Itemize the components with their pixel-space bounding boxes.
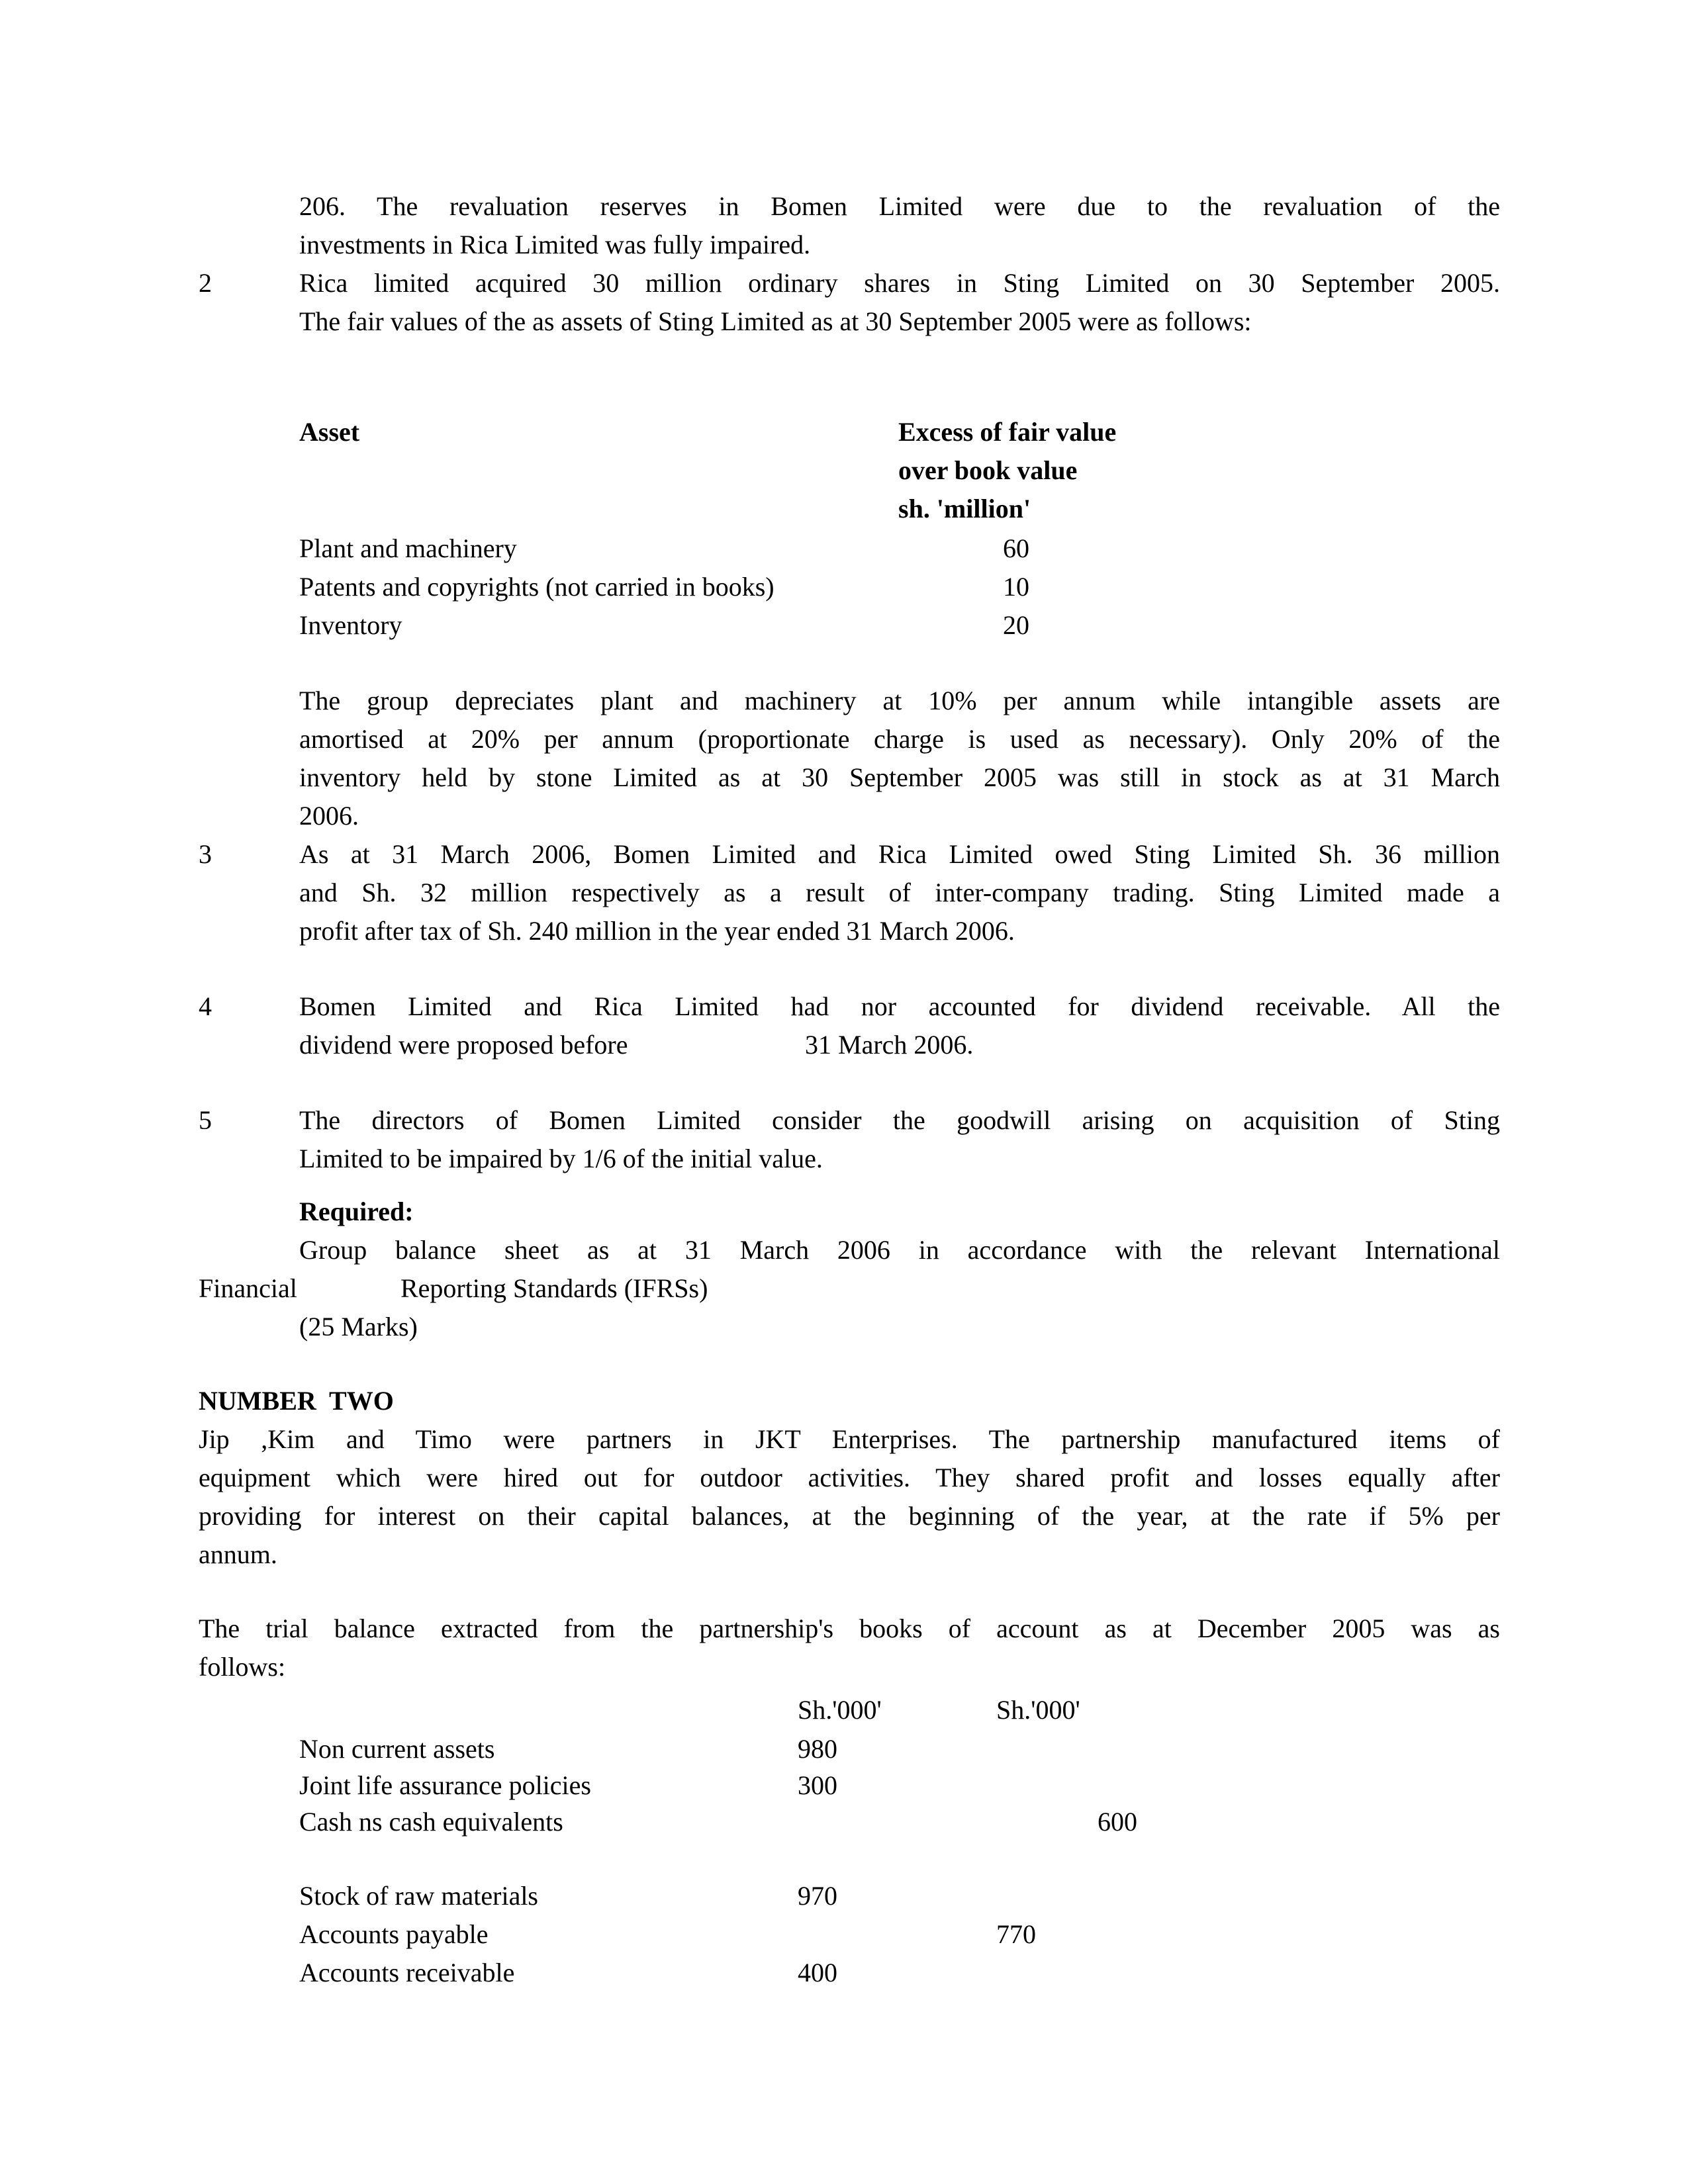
q2-trial-balance-intro-line-2: follows:: [199, 1652, 286, 1682]
trial-balance-row-label: Stock of raw materials: [299, 1881, 538, 1911]
q2-intro-line-1: Jip ,Kim and Timo were partners in JKT Enterprises. The partnership manufactured items of: [199, 1424, 1500, 1454]
asset-table-row-value: 20: [1003, 610, 1029, 640]
trial-balance-row-debit: 300: [798, 1770, 837, 1800]
asset-table-row-value: 10: [1003, 572, 1029, 602]
trial-balance-row-label: Accounts receivable: [299, 1958, 515, 1987]
required-marks: (25 Marks): [299, 1312, 418, 1342]
trial-balance-row-credit: 600: [1098, 1807, 1137, 1837]
required-line-2-reporting: Reporting Standards (IFRSs): [400, 1273, 708, 1303]
q1-item3-line-1: As at 31 March 2006, Bomen Limited and Rica Limited owed Sting Limited Sh. 36 million: [299, 839, 1500, 869]
trial-balance-row-label: Accounts payable: [299, 1919, 489, 1949]
q1-item2-number: 2: [199, 268, 212, 298]
trial-balance-row-label: Cash ns cash equivalents: [299, 1807, 563, 1837]
q1-item5-line-2: Limited to be impaired by 1/6 of the initial value.: [299, 1144, 823, 1173]
asset-table-row-label: Inventory: [299, 610, 402, 640]
q1-depreciation-line-4: 2006.: [299, 801, 359, 831]
asset-table-header-value-line-3: sh. 'million': [898, 494, 1031, 523]
trial-balance-credit-header: Sh.'000': [996, 1695, 1080, 1725]
q1-depreciation-line-3: inventory held by stone Limited as at 30 September 2005 was still in stock as at 31 March: [299, 762, 1500, 792]
asset-table-row-value: 60: [1003, 533, 1029, 563]
q1-item2-line-2: The fair values of the as assets of Sting Limited as at 30 September 2005 were as follows:: [299, 306, 1252, 336]
q1-item4-line-2-left: dividend were proposed before: [299, 1030, 628, 1060]
q1-item4-line-2: [299, 1026, 974, 1064]
q2-trial-balance-intro-line-1: The trial balance extracted from the partnership's books of account as at December 2005 was as: [199, 1614, 1500, 1643]
trial-balance-row-label: Non current assets: [299, 1734, 495, 1764]
question-two-heading: NUMBER TWO: [199, 1386, 394, 1416]
q2-intro-line-3: providing for interest on their capital balances, at the beginning of the year, at the rate if 5% per: [199, 1501, 1500, 1531]
asset-table-row-label: Plant and machinery: [299, 533, 517, 563]
asset-table-header-value-line-2: over book value: [898, 455, 1078, 485]
q1-item5-line-1: The directors of Bomen Limited consider the goodwill arising on acquisition of Sting: [299, 1105, 1500, 1135]
required-line-2-financial: Financial: [199, 1273, 297, 1303]
trial-balance-row-debit: 980: [798, 1734, 837, 1764]
q1-item1-line-1: 206. The revaluation reserves in Bomen Limited were due to the revaluation of the: [299, 191, 1500, 221]
q1-item1-line-2: investments in Rica Limited was fully impaired.: [299, 230, 811, 259]
q1-item4-line-1: Bomen Limited and Rica Limited had nor accounted for dividend receivable. All the: [299, 991, 1500, 1021]
q1-item5-number: 5: [199, 1105, 212, 1135]
trial-balance-debit-header: Sh.'000': [798, 1695, 882, 1725]
q1-depreciation-line-1: The group depreciates plant and machinery at 10% per annum while intangible assets are: [299, 686, 1500, 715]
q1-depreciation-line-2: amortised at 20% per annum (proportionate charge is used as necessary). Only 20% of the: [299, 724, 1500, 754]
q1-item3-line-3: profit after tax of Sh. 240 million in the year ended 31 March 2006.: [299, 916, 1015, 946]
trial-balance-row-label: Joint life assurance policies: [299, 1770, 591, 1800]
asset-table-header-asset: Asset: [299, 417, 360, 447]
q1-item3-line-2: and Sh. 32 million respectively as a result of inter-company trading. Sting Limited made a: [299, 878, 1500, 907]
q2-intro-line-2: equipment which were hired out for outdoor activities. They shared profit and losses equally after: [199, 1463, 1500, 1492]
asset-table-header-value-line-1: Excess of fair value: [898, 417, 1117, 447]
q1-item4-line-2-date: 31 March 2006.: [805, 1030, 974, 1060]
q2-intro-line-4: annum.: [199, 1539, 277, 1569]
trial-balance-row-credit: 770: [996, 1919, 1036, 1949]
q1-item4-number: 4: [199, 991, 212, 1021]
q1-item3-number: 3: [199, 839, 212, 869]
trial-balance-row-debit: 970: [798, 1881, 837, 1911]
asset-table-row-label: Patents and copyrights (not carried in books): [299, 572, 774, 602]
trial-balance-row-debit: 400: [798, 1958, 837, 1987]
required-line-1: Group balance sheet as at 31 March 2006 in accordance with the relevant International: [299, 1235, 1500, 1265]
required-heading: Required:: [299, 1197, 414, 1226]
q1-item2-line-1: Rica limited acquired 30 million ordinary shares in Sting Limited on 30 September 2005.: [299, 268, 1500, 298]
